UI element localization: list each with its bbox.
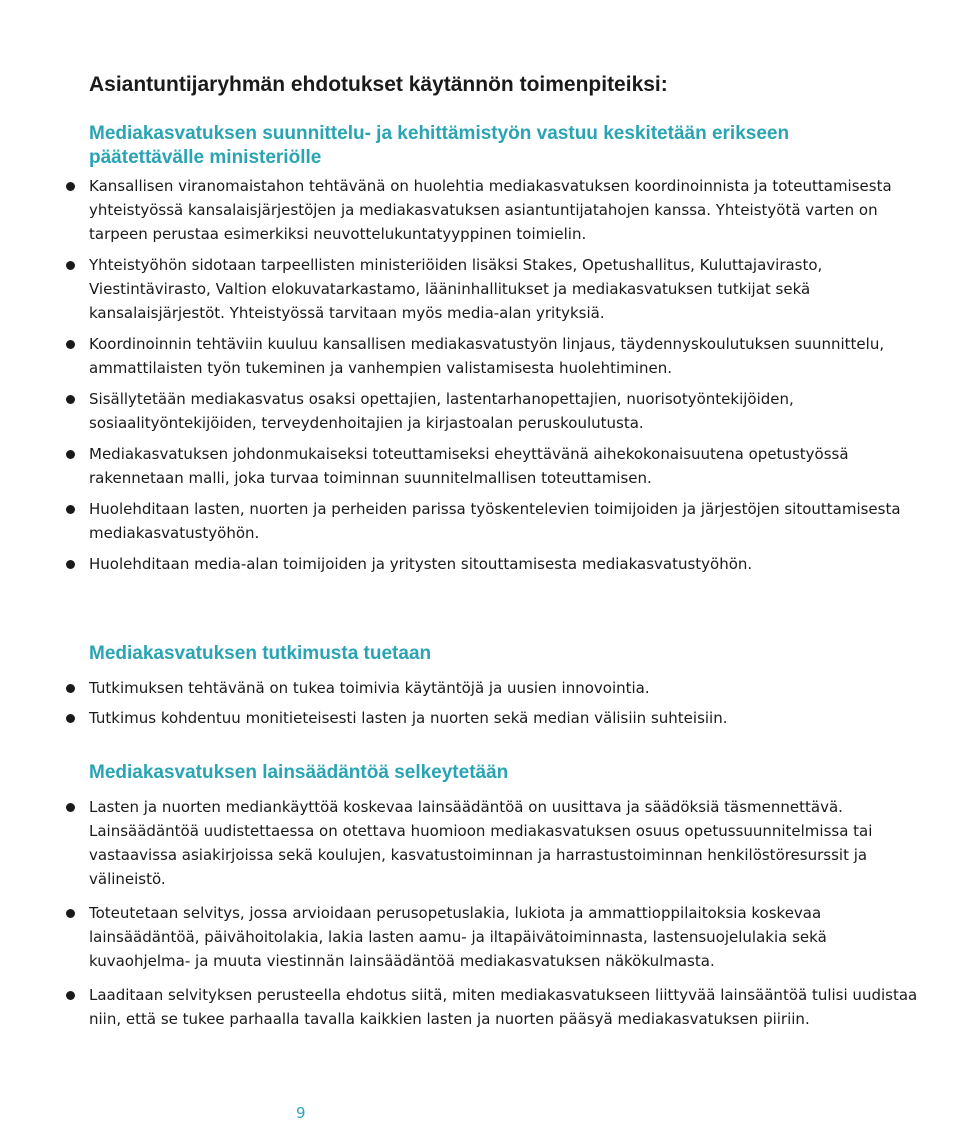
section-heading: Mediakasvatuksen lainsäädäntöä selkeytetään	[89, 762, 509, 783]
bullet-icon	[66, 991, 75, 1000]
list-item	[0, 174, 929, 246]
page-title: Asiantuntijaryhmän ehdotukset käytännön toimenpiteiksi:	[89, 73, 668, 96]
list-item	[0, 387, 929, 435]
list-item-text: Tutkimus kohdentuu monitieteisesti lasten ja nuorten sekä median välisiin suhteisiin.	[89, 709, 728, 727]
list-item	[0, 676, 929, 700]
bullet-list	[0, 676, 960, 730]
bullet-icon	[66, 684, 75, 693]
list-item	[0, 552, 929, 576]
list-item-text: Yhteistyöhön sidotaan tarpeellisten ministeriöiden lisäksi Stakes, Opetushallitus, Kuluttajavirasto, Viestintävirasto, Valtion elokuvatarkastamo, lääninhallitukset ja mediakasvatuksen tutkijat sekä kansalaisjärjestöt. Yhteistyössä tarvitaan myös media-alan yrityksiä.	[89, 256, 823, 322]
page-number: 9	[296, 1104, 306, 1122]
list-item-text: Laaditaan selvityksen perusteella ehdotus siitä, miten mediakasvatukseen liittyvää lainsääntöä tulisi uudistaa niin, että se tukee parhaalla tavalla kaikkien lasten ja nuorten pääsyä mediakasvatuksen piiriin.	[89, 986, 918, 1028]
list-item	[0, 332, 929, 380]
list-item	[0, 983, 929, 1031]
bullet-icon	[66, 560, 75, 569]
list-item-text: Lasten ja nuorten mediankäyttöä koskevaa lainsäädäntöä on uusittava ja säädöksiä täsmennettävä. Lainsäädäntöä uudistettaessa on otettava huomioon mediakasvatuksen osuus opetussuunnitelmissa tai vastaavissa asiakirjoissa sekä koulujen, kasvatustoiminnan ja harrastustoiminnan henkilöstöresurssit ja välineistö.	[89, 798, 873, 888]
list-item	[0, 795, 929, 891]
section-ministry-responsibility	[0, 122, 960, 576]
bullet-icon	[66, 340, 75, 349]
list-item-text: Kansallisen viranomaistahon tehtävänä on huolehtia mediakasvatuksen koordinoinnista ja toteuttamisesta yhteistyössä kansalaisjärjestöjen ja mediakasvatuksen asiantuntijatahojen kanssa. Yhteistyötä varten on tarpeen perustaa esimerkiksi neuvottelukuntatyyppinen toimielin.	[89, 177, 892, 243]
bullet-icon	[66, 909, 75, 918]
section-research-support	[0, 642, 960, 730]
list-item-text: Huolehditaan lasten, nuorten ja perheiden parissa työskentelevien toimijoiden ja järjestöjen sitouttamisesta mediakasvatustyöhön.	[89, 500, 901, 542]
bullet-icon	[66, 261, 75, 270]
bullet-icon	[66, 714, 75, 723]
list-item-text: Toteutetaan selvitys, jossa arvioidaan perusopetuslakia, lukiota ja ammattioppilaitoksia koskevaa lainsäädäntöä, päivähoitolakia, lakia lasten aamu- ja iltapäivätoiminnasta, lastensuojelulakia sekä kuvaohjelma- ja muuta viestinnän lainsäädäntöä mediakasvatuksen näkökulmasta.	[89, 904, 827, 970]
bullet-icon	[66, 450, 75, 459]
section-legislation	[0, 761, 960, 1031]
section-heading: Mediakasvatuksen suunnittelu- ja kehittämistyön vastuu keskitetään erikseen päätettävälle ministeriölle	[89, 123, 790, 168]
bullet-list	[0, 174, 960, 576]
list-item-text: Sisällytetään mediakasvatus osaksi opettajien, lastentarhanopettajien, nuorisotyöntekijöiden, sosiaalityöntekijöiden, terveydenhoitajien ja kirjastoalan peruskoulutusta.	[89, 390, 794, 432]
list-item-text: Koordinoinnin tehtäviin kuuluu kansallisen mediakasvatustyön linjaus, täydennyskoulutuksen suunnittelu, ammattilaisten työn tukeminen ja vanhempien valistamisesta huolehtiminen.	[89, 335, 885, 377]
bullet-icon	[66, 395, 75, 404]
list-item	[0, 497, 929, 545]
list-item	[0, 442, 929, 490]
bullet-list	[0, 795, 960, 1031]
bullet-icon	[66, 505, 75, 514]
list-item	[0, 706, 929, 730]
section-heading: Mediakasvatuksen tutkimusta tuetaan	[89, 643, 432, 664]
list-item-text: Tutkimuksen tehtävänä on tukea toimivia käytäntöjä ja uusien innovointia.	[89, 679, 650, 697]
list-item-text: Mediakasvatuksen johdonmukaiseksi toteuttamiseksi eheyttävänä aihekokonaisuutena opetustyössä rakennetaan malli, joka turvaa toiminnan suunnitelmallisen toteuttamisen.	[89, 445, 849, 487]
bullet-icon	[66, 803, 75, 812]
list-item	[0, 901, 929, 973]
bullet-icon	[66, 182, 75, 191]
list-item	[0, 253, 929, 325]
list-item-text: Huolehditaan media-alan toimijoiden ja yritysten sitouttamisesta mediakasvatustyöhön.	[89, 555, 753, 573]
